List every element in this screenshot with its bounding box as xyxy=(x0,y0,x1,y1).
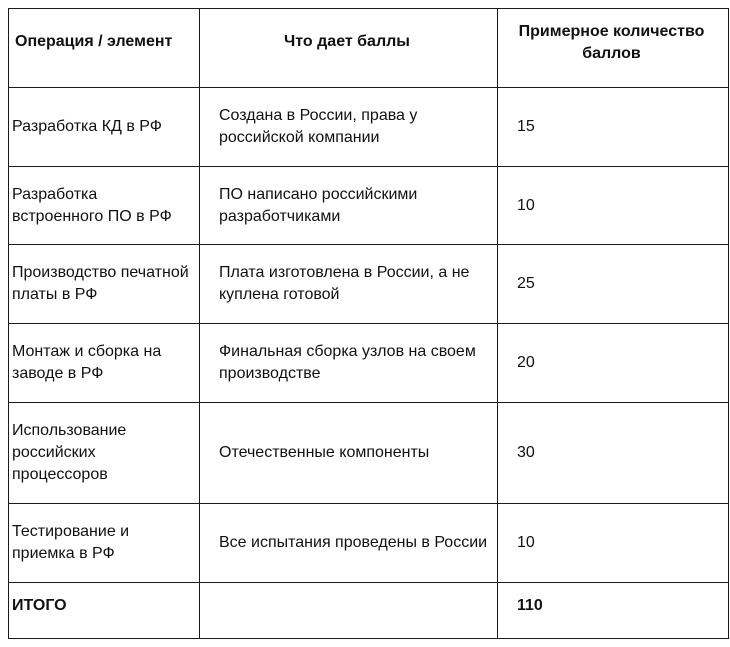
header-operation: Операция / элемент xyxy=(9,9,200,88)
total-row xyxy=(9,583,729,639)
cell-points: 10 xyxy=(498,504,729,583)
cell-operation: Использование российских процессоров xyxy=(9,403,200,504)
points-table xyxy=(8,8,729,639)
cell-operation: Разработка встроенного ПО в РФ xyxy=(9,167,200,245)
cell-points: 25 xyxy=(498,245,729,324)
total-label: ИТОГО xyxy=(9,583,200,639)
cell-operation: Тестирование и приемка в РФ xyxy=(9,504,200,583)
table-row xyxy=(9,88,729,167)
cell-operation: Монтаж и сборка на заводе в РФ xyxy=(9,324,200,403)
cell-points: 20 xyxy=(498,324,729,403)
cell-points: 10 xyxy=(498,167,729,245)
cell-what-gives-points: ПО написано российскими разработчиками xyxy=(200,167,498,245)
cell-what-gives-points: Все испытания проведены в России xyxy=(200,504,498,583)
header-points: Примерное количество баллов xyxy=(498,9,729,88)
cell-points: 15 xyxy=(498,88,729,167)
header-what-gives-points: Что дает баллы xyxy=(200,9,498,88)
table-row xyxy=(9,324,729,403)
total-points: 110 xyxy=(498,583,729,639)
table-row xyxy=(9,245,729,324)
table-row xyxy=(9,403,729,504)
cell-what-gives-points: Финальная сборка узлов на своем производстве xyxy=(200,324,498,403)
table-row xyxy=(9,504,729,583)
cell-operation: Производство печатной платы в РФ xyxy=(9,245,200,324)
total-what-gives-points xyxy=(200,583,498,639)
cell-operation: Разработка КД в РФ xyxy=(9,88,200,167)
cell-what-gives-points: Плата изготовлена в России, а не куплена готовой xyxy=(200,245,498,324)
cell-what-gives-points: Создана в России, права у российской компании xyxy=(200,88,498,167)
header-row xyxy=(9,9,729,88)
table-row xyxy=(9,167,729,245)
cell-points: 30 xyxy=(498,403,729,504)
cell-what-gives-points: Отечественные компоненты xyxy=(200,403,498,504)
